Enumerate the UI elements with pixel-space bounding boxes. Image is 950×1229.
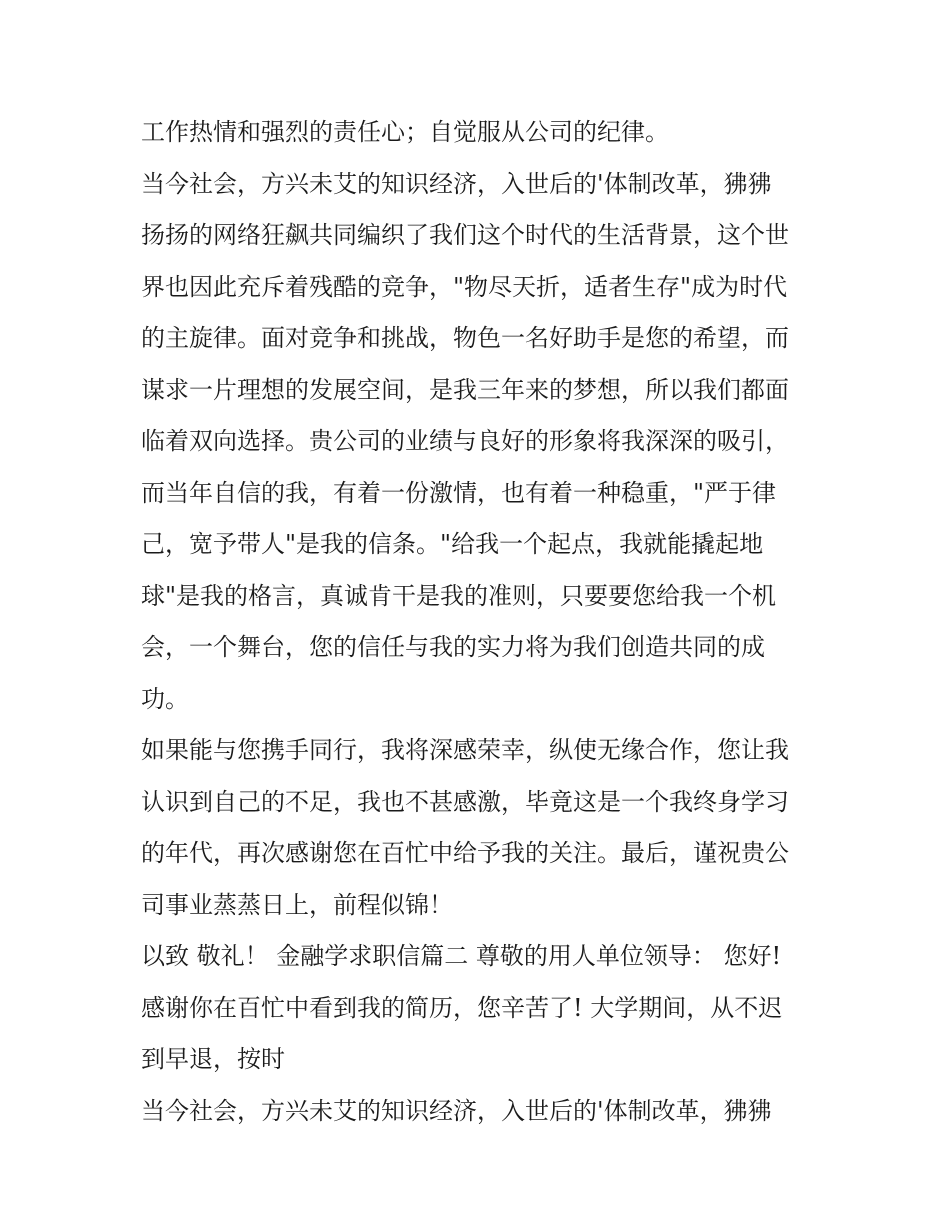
text-line: 而当年自信的我，有着一份激情，也有着一种稳重，"严于律 <box>141 478 777 507</box>
text-line: 当今社会，方兴未艾的知识经济，入世后的'体制改革，狒狒 <box>141 169 772 198</box>
text-line: 界也因此充斥着残酷的竞争，"物尽天折，适者生存"成为时代 <box>141 272 788 301</box>
text-line: 的主旋律。面对竞争和挑战，物色一名好助手是您的希望，而 <box>141 324 789 352</box>
text-line: 功。 <box>141 684 189 713</box>
text-line: 的年代，再次感谢您在百忙中给予我的关注。最后，谨祝贵公 <box>141 839 789 867</box>
text-line: 临着双向选择。贵公司的业绩与良好的形象将我深深的吸引， <box>141 427 789 455</box>
text-line: 以致 敬礼！ 金融学求职信篇二 尊敬的用人单位领导： 您好! <box>141 942 782 970</box>
text-line: 工作热情和强烈的责任心；自觉服从公司的纪律。 <box>141 118 669 146</box>
text-line: 如果能与您携手同行，我将深感荣幸，纵使无缘合作，您让我 <box>141 736 789 764</box>
text-line: 到早退，按时 <box>141 1045 285 1073</box>
text-line: 感谢你在百忙中看到我的简历，您辛苦了! 大学期间，从不迟 <box>141 993 783 1022</box>
text-line: 己，宽予带人"是我的信条。"给我一个起点，我就能撬起地 <box>141 530 764 558</box>
text-line: 扬扬的网络狂飙共同编织了我们这个时代的生活背景，这个世 <box>141 221 789 249</box>
text-line: 会，一个舞台，您的信任与我的实力将为我们创造共同的成 <box>141 633 765 661</box>
text-line: 认识到自己的不足，我也不甚感激，毕竟这是一个我终身学习 <box>141 787 789 816</box>
text-line: 谋求一片理想的发展空间，是我三年来的梦想，所以我们都面 <box>141 375 789 404</box>
text-line: 司事业蒸蒸日上，前程似锦！ <box>141 890 453 919</box>
document-body <box>141 107 821 1137</box>
text-line: 球"是我的格言，真诚肯干是我的准则，只要要您给我一个机 <box>141 581 777 610</box>
text-line: 当今社会，方兴未艾的知识经济，入世后的'体制改革，狒狒 <box>141 1096 772 1125</box>
